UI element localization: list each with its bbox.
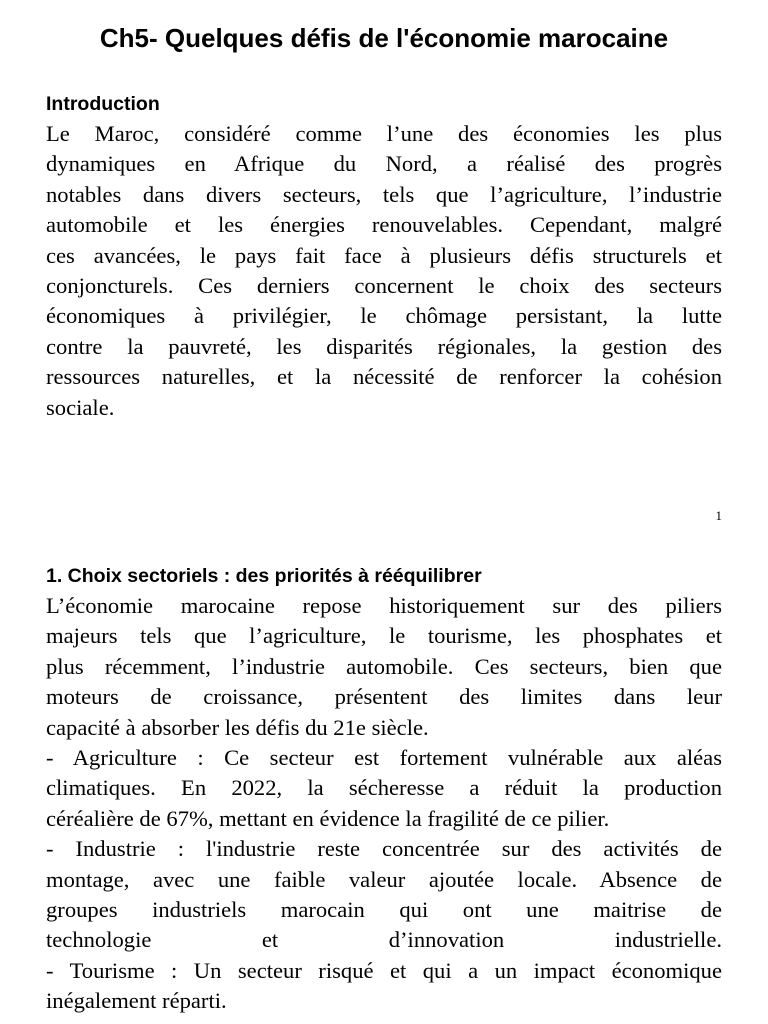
paragraph-line: moteurs de croissance, présentent des limites dans leur [46,684,722,710]
paragraph-line: céréalière de 67%, mettant en évidence la fragilité de ce pilier. [46,805,610,831]
paragraph-line: sociale. [46,394,115,420]
paragraph-line: capacité à absorber les défis du 21e siècle. [46,714,429,740]
bullet-tourisme-line: - Tourisme : Un secteur risqué et qui a un impact économique [46,957,722,983]
page-number: 1 [715,508,722,523]
paragraph-line: conjoncturels. Ces derniers concernent le choix des secteurs [46,272,722,298]
paragraph-line: Le Maroc, considéré comme l’une des économies les plus [46,121,722,146]
paragraph-line: technologie et d’innovation industrielle. [46,927,722,953]
bullet-agriculture-line: - Agriculture : Ce secteur est fortement vulnérable aux aléas [46,744,722,770]
introduction-paragraph [46,119,722,423]
introduction-heading: Introduction [46,93,160,115]
paragraph-line: ressources naturelles, et la nécessité de renforcer la cohésion [46,364,722,390]
paragraph-line: dynamiques en Afrique du Nord, a réalisé des progrès [46,151,722,177]
section-1-heading: 1. Choix sectoriels : des priorités à rééquilibrer [46,565,482,587]
paragraph-line: ces avancées, le pays fait face à plusieurs défis structurels et [46,242,722,268]
section-1-paragraph [46,591,722,1016]
paragraph-line: groupes industriels marocain qui ont une maitrise de [46,896,722,922]
paragraph-line: automobile et les énergies renouvelables. Cependant, malgré [46,212,722,238]
paragraph-line: économiques à privilégier, le chômage persistant, la lutte [46,303,722,329]
bullet-industrie-line: - Industrie : l'industrie reste concentrée sur des activités de [46,836,722,862]
paragraph-line: contre la pauvreté, les disparités régionales, la gestion des [46,333,722,359]
paragraph-line: plus récemment, l’industrie automobile. Ces secteurs, bien que [46,653,722,679]
page-title: Ch5- Quelques défis de l'économie marocaine [99,23,669,53]
paragraph-line: montage, avec une faible valeur ajoutée locale. Absence de [46,866,722,892]
paragraph-line: L’économie marocaine repose historiquement sur des piliers [46,593,722,618]
paragraph-line: climatiques. En 2022, la sécheresse a réduit la production [46,775,722,801]
paragraph-line: notables dans divers secteurs, tels que l’agriculture, l’industrie [46,181,722,207]
paragraph-line: inégalement réparti. [46,988,227,1014]
paragraph-line: majeurs tels que l’agriculture, le tourisme, les phosphates et [46,623,722,649]
